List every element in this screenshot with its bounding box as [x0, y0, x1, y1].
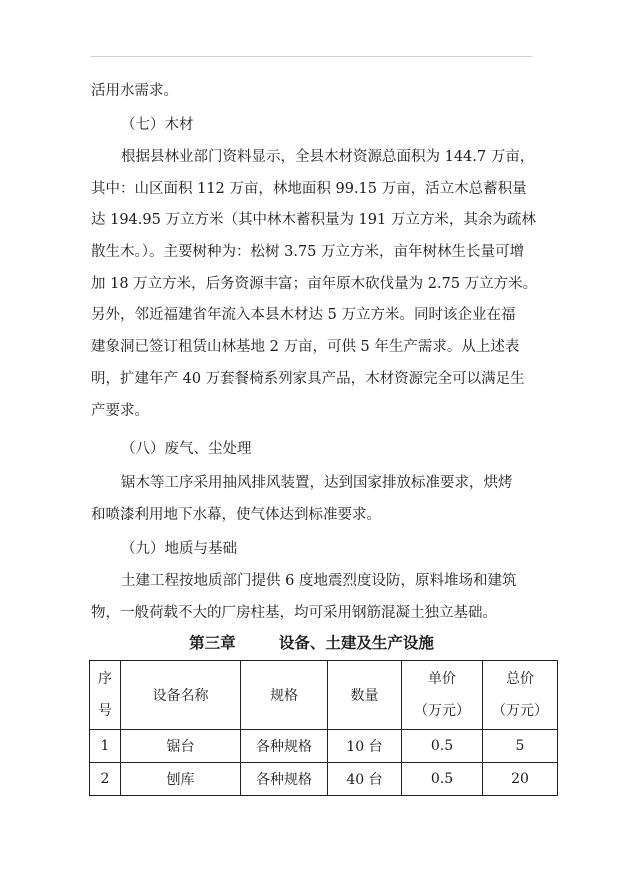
exhaust-paragraph-line: 和喷漆利用地下水幕，使气体达到标准要求。 — [91, 507, 381, 523]
exhaust-paragraph-line: 锯木等工序采用抽风排风装置，达到国家排放标准要求，烘烤 — [121, 475, 513, 491]
cell-unit-price: 0.5 — [402, 730, 483, 763]
cell-spec: 各种规格 — [241, 763, 328, 796]
chapter-heading — [91, 632, 532, 654]
cell-total: 20 — [483, 763, 558, 796]
equipment-table — [89, 660, 558, 796]
paragraph-line: 活用水需求。 — [91, 83, 178, 99]
cell-name: 刨库 — [121, 763, 241, 796]
chapter-label: 第三章 — [189, 633, 236, 652]
timber-paragraph-line: 根据县林业部门资料显示，全县木材资源总面积为 144.7 万亩， — [121, 149, 535, 165]
table-header-row — [90, 661, 558, 730]
timber-paragraph-line: 明，扩建年产 40 万套餐椅系列家具产品，木材资源完全可以满足生 — [91, 371, 525, 387]
cell-seq: 1 — [90, 730, 121, 763]
cell-unit-price: 0.5 — [402, 763, 483, 796]
timber-paragraph-line: 达 194.95 万立方米（其中林木蓄积量为 191 万立方米，其余为疏林 — [91, 212, 536, 228]
section-heading-geology: （九）地质与基础 — [121, 541, 237, 557]
timber-paragraph-line: 散生木。）。主要树种为：松树 3.75 万立方米，亩年树林生长量可增 — [91, 244, 525, 260]
geology-paragraph-line: 土建工程按地质部门提供 6 度地震烈度设防，原料堆场和建筑 — [121, 573, 517, 589]
cell-seq: 2 — [90, 763, 121, 796]
section-heading-exhaust: （八）废气、尘处理 — [121, 441, 252, 457]
timber-paragraph-line: 加 18 万立方米，后务资源丰富；亩年原木砍伐量为 2.75 万立方米。 — [91, 276, 538, 292]
page-header-rule — [91, 56, 532, 57]
header-seq: 序 号 — [90, 661, 121, 730]
header-qty: 数量 — [328, 661, 402, 730]
timber-paragraph-line: 建象洞已签订租赁山林基地 2 万亩，可供 5 年生产需求。从上述表 — [91, 339, 520, 355]
chapter-title: 设备、土建及生产设施 — [278, 633, 434, 652]
timber-paragraph-line: 另外，邻近福建省年流入本县木材达 5 万立方米。同时该企业在福 — [91, 307, 516, 323]
cell-name: 锯台 — [121, 730, 241, 763]
timber-paragraph-line: 其中：山区面积 112 万亩，林地面积 99.15 万亩，活立木总蓄积量 — [91, 181, 527, 197]
header-name: 设备名称 — [121, 661, 241, 730]
header-unit-price: 单价 （万元） — [402, 661, 483, 730]
cell-spec: 各种规格 — [241, 730, 328, 763]
section-heading-timber: （七）木材 — [121, 117, 194, 133]
timber-paragraph-line: 产要求。 — [91, 403, 149, 419]
geology-paragraph-line: 物，一般荷载不大的厂房柱基，均可采用钢筋混凝土独立基础。 — [91, 605, 497, 621]
cell-total: 5 — [483, 730, 558, 763]
header-total: 总价 （万元） — [483, 661, 558, 730]
header-spec: 规格 — [241, 661, 328, 730]
cell-qty: 40 台 — [328, 763, 402, 796]
cell-qty: 10 台 — [328, 730, 402, 763]
table-row — [90, 763, 558, 796]
table-row — [90, 730, 558, 763]
